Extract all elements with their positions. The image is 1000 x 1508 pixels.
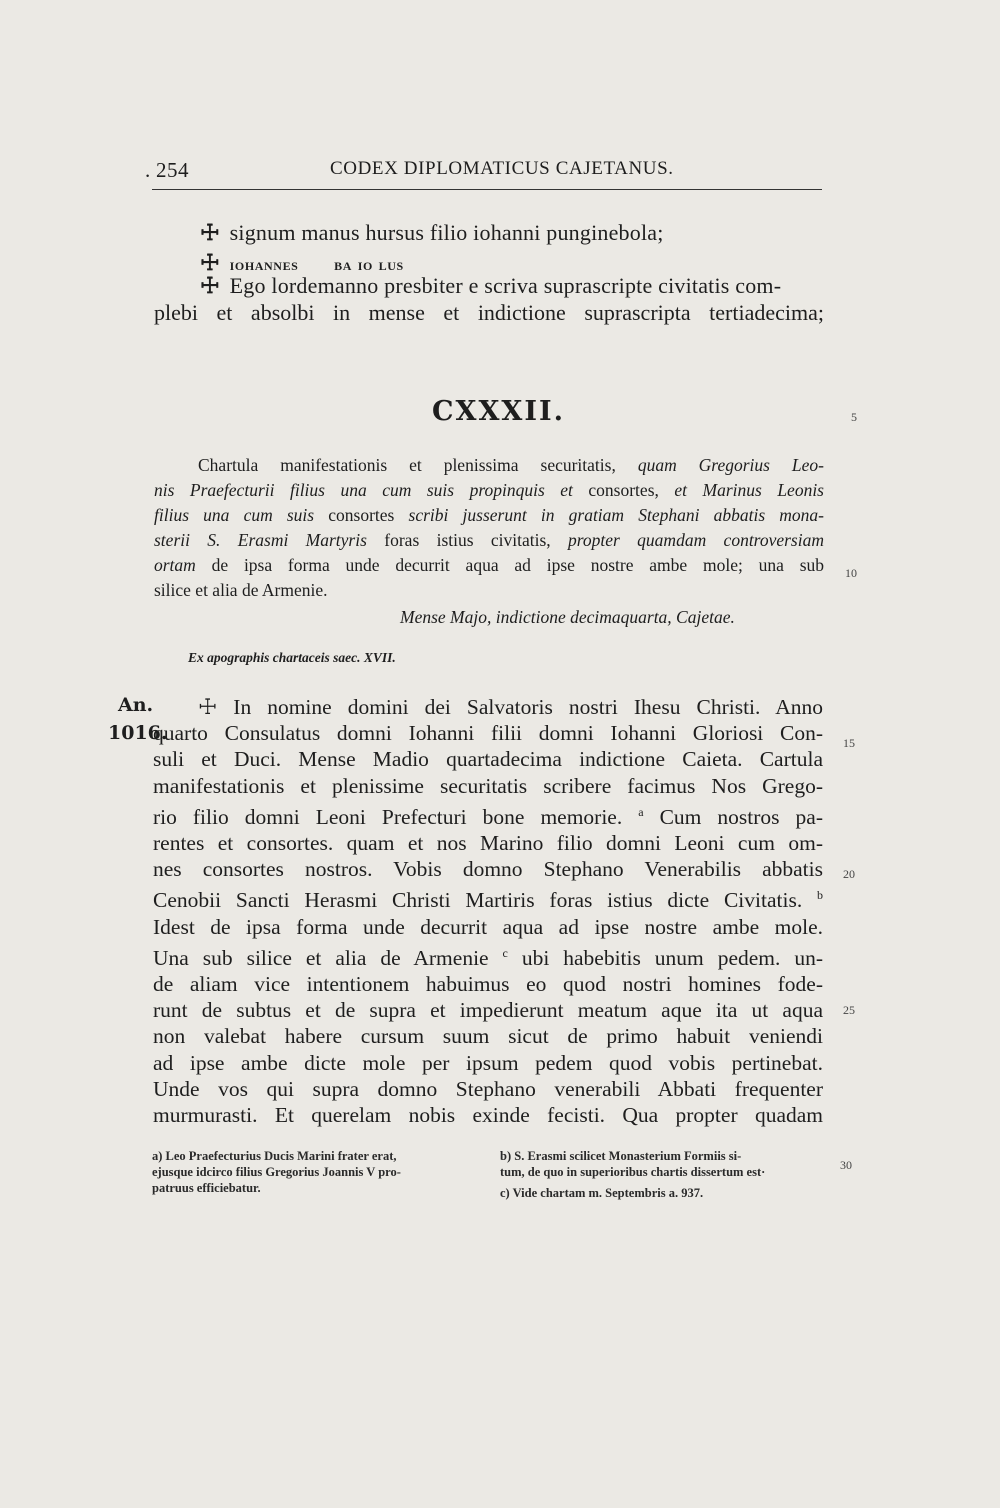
page-number: 254 (156, 158, 189, 182)
body-line: murmurasti. Et querelam nobis exinde fecisti. Qua propter quadam (153, 1103, 823, 1128)
header-dot: . (145, 158, 151, 182)
signature-name: IOHANNES (229, 259, 299, 273)
signature-line-1 (200, 218, 830, 248)
year: 1016. (108, 722, 168, 744)
charter-body (153, 694, 823, 1128)
body-line: Cenobii Sancti Herasmi Christi Martiris foras istius dicte Civitatis. $^b$ (153, 888, 823, 913)
signature-text: Ego lordemanno presbiter e scriva suprascripte civitatis com- (229, 273, 782, 298)
body-line: manifestationis et plenissime securitatis scribere facimus Nos Grego- (153, 773, 823, 798)
body-line: Una sub silice et alia de Armenie $^c$ ubi habebitis unum pedem. un- (153, 945, 824, 970)
body-line: rio filio domni Leoni Prefecturi bone memorie. $^a$ Cum nostros pa- (153, 804, 824, 829)
summary-line: ortam de ipsa forma unde decurrit aqua ad ipse nostre ambe mole; una sub (154, 555, 825, 575)
line-number: 25 (843, 1003, 855, 1017)
body-line: Idest de ipsa forma unde decurrit aqua ad ipse nostre ambe mole. (153, 914, 823, 939)
body-line: ad ipse ambe dicte mole per ipsum pedem quod vobis pertinebat. (153, 1050, 823, 1075)
footnote-a: a) Leo Praefecturius Ducis Marini frater erat, ejusque idcirco filius Gregorius Joannis V pro- patruus efficiebatur. (152, 1149, 401, 1195)
body-line: runt de subtus et de supra et impedierunt meatum aque ita ut aqua (153, 998, 823, 1023)
footnote-c: c) Vide chartam m. Septembris a. 937. (500, 1186, 704, 1200)
signature-name-part: LUS (378, 259, 404, 273)
summary-line: silice et alia de Armenie. (154, 580, 328, 600)
body-line: rentes et consortes. quam et nos Marino filio domni Leoni cum om- (153, 831, 823, 856)
charter-summary (154, 453, 824, 603)
charter-number: CXXXII. (432, 396, 565, 427)
line-number: 15 (843, 736, 855, 750)
body-line: quarto Consulatus domni Iohanni filii domni Iohanni Gloriosi Con- (153, 721, 823, 746)
signature-name-part: BA (334, 259, 353, 273)
year-label: An. (118, 694, 154, 716)
cross-icon: ☩ (200, 273, 220, 298)
summary-line: sterii S. Erasmi Martyris foras istius civitatis, propter quamdam controversiam (154, 530, 824, 550)
footnote-mark: c (502, 945, 508, 960)
running-title: CODEX DIPLOMATICUS CAJETANUS. (330, 158, 674, 179)
cross-icon: ☩ (200, 250, 220, 275)
summary-line: filius una cum suis consortes scribi jusserunt in gratiam Stephani abbatis mona- (154, 505, 825, 525)
line-number: 30 (840, 1158, 852, 1172)
body-line: non valebat habere cursum suum sicut de primo habuit veniendi (153, 1024, 823, 1049)
line-number: 5 (851, 410, 857, 424)
signature-line-4: plebi et absolbi in mense et indictione suprascripta tertiadecima; (154, 300, 824, 325)
footnote-b: b) S. Erasmi scilicet Monasterium Formiis si- tum, de quo in superioribus chartis dissertum est· (500, 1149, 766, 1179)
footnote-mark: a (638, 804, 644, 819)
signature-line-3 (200, 271, 830, 301)
line-number: 20 (843, 867, 855, 881)
summary-line: nis Praefecturii filius una cum suis propinquis et consortes, et Marinus Leonis (154, 480, 824, 500)
dateline: Mense Majo, indictione decimaquarta, Cajetae. (400, 607, 735, 627)
body-line: suli et Duci. Mense Madio quartadecima indictione Caieta. Cartula (153, 747, 823, 772)
header-rule (152, 189, 822, 190)
body-line: ☩ In nomine domini dei Salvatoris nostri Ihesu Christi. Anno (198, 695, 823, 719)
signature-text: signum manus hursus filio iohanni punginebola; (229, 220, 664, 245)
body-line: de aliam vice intentionem habuimus eo quod nostri homines fode- (153, 972, 823, 997)
summary-line: Chartula manifestationis et plenissima securitatis, quam Gregorius Leo- (198, 455, 825, 475)
footnote-mark: b (817, 888, 823, 903)
body-line: nes consortes nostros. Vobis domno Stephano Venerabilis abbatis (153, 857, 823, 882)
signature-name-part: IO (357, 259, 373, 273)
body-line: Unde vos qui supra domno Stephano venerabili Abbati frequenter (153, 1076, 823, 1101)
source-note: Ex apographis chartaceis saec. XVII. (188, 650, 396, 665)
cross-icon: ☩ (200, 220, 220, 245)
line-number: 10 (845, 566, 857, 580)
